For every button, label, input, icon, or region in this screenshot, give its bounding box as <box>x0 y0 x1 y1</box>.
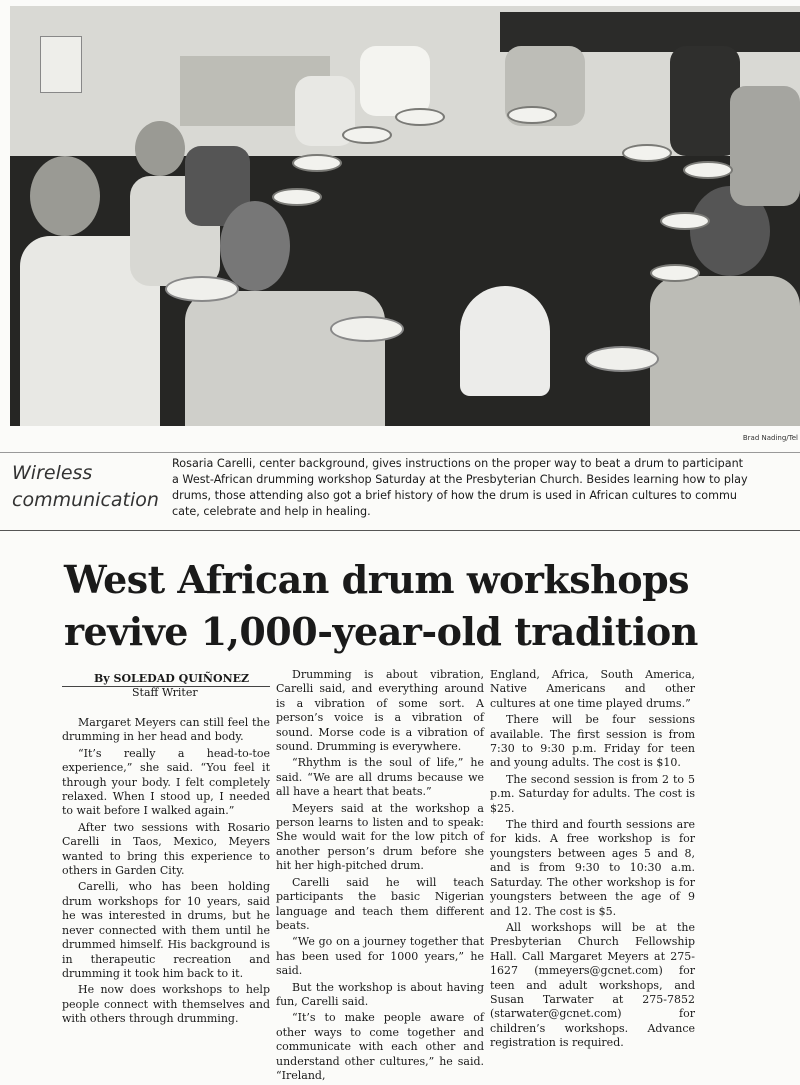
photo-person <box>360 46 430 116</box>
photo-drum <box>330 316 404 342</box>
paragraph: There will be four sessions available. The first session is from 7:30 to 9:30 p.m. Friday for teen and young adults. The cost is $10. <box>490 713 695 770</box>
caption-line: a West-African drumming workshop Saturday at the Presbyterian Church. Besides learning how to play <box>172 473 748 486</box>
headline-line: West African drum workshops <box>64 557 690 602</box>
paragraph: The third and fourth sessions are for kids. A free workshop is for youngsters between ages 5 and 8, and is from 9:30 to 10:30 a.m. Saturday. The other workshop is for youngsters between the age of 9 and 12. The cost is $5. <box>490 818 695 918</box>
photo-drum <box>165 276 239 302</box>
article-headline <box>64 554 794 658</box>
photo-person <box>650 276 800 426</box>
photo-drum <box>585 346 659 372</box>
article-column-3 <box>490 668 695 1053</box>
photo-drum <box>272 188 322 206</box>
photo-drum <box>650 264 700 282</box>
byline-rule <box>62 686 270 687</box>
photo-person <box>185 291 385 426</box>
byline-author: By SOLEDAD QUIÑONEZ <box>94 672 250 685</box>
paragraph: England, Africa, South America, Native Americans and other cultures at one time played drums.” <box>490 668 695 710</box>
photo-person-head <box>135 121 185 176</box>
caption-label-line: Wireless <box>12 462 93 484</box>
paragraph: Drumming is about vibration, Carelli said, and everything around is a vibration of some sort. A person’s voice is a vibration of sound. Morse code is a vibration of sound. Drumming is everywhere. <box>276 668 484 754</box>
caption-line: drums, those attending also got a brief history of how the drum is used in African cultures to commu <box>172 489 738 502</box>
caption-text <box>172 456 792 520</box>
photo-person <box>460 286 550 396</box>
paragraph: Margaret Meyers can still feel the drumming in her head and body. <box>62 716 270 744</box>
paragraph: “It’s to make people aware of other ways to come together and communicate with each other and understand other cultures,” he said. “Ireland, <box>276 1011 484 1082</box>
caption-line: Rosaria Carelli, center background, gives instructions on the proper way to beat a drum to participant <box>172 457 744 470</box>
photo-person-head <box>220 201 290 291</box>
news-photo <box>10 6 800 426</box>
photo-drum <box>292 154 342 172</box>
caption-label-line: communication <box>12 489 159 511</box>
paragraph: The second session is from 2 to 5 p.m. Saturday for adults. The cost is $25. <box>490 772 695 815</box>
photo-drum <box>395 108 445 126</box>
paragraph: But the workshop is about having fun, Carelli said. <box>276 980 484 1008</box>
paragraph: “Rhythm is the soul of life,” he said. “We are all drums because we all have a heart that beats.” <box>276 756 484 799</box>
photo-person <box>730 86 800 206</box>
photo-credit: Brad Nading/Tel <box>742 434 798 442</box>
paragraph: Meyers said at the workshop a person learns to listen and to speak: She would wait for the low pitch of another person’s drum before she hit her high-pitched drum. <box>276 801 484 873</box>
paragraph: “It’s really a head-to-toe experience,” she said. “You feel it through your body. I felt completely relaxed. When I stood up, I needed to wait before I walked again.” <box>62 746 270 818</box>
photo-person-head <box>30 156 100 236</box>
article-column-1 <box>62 716 270 1029</box>
caption-top-rule <box>0 452 800 453</box>
photo-drum <box>622 144 672 162</box>
byline-role: Staff Writer <box>132 686 198 699</box>
paragraph: Carelli said he will teach participants the basic Nigerian language and teach them different beats. <box>276 875 484 932</box>
paragraph: All workshops will be at the Presbyterian Church Fellowship Hall. Call Margaret Meyers at 275-1627 (mmeyers@gcnet.com) for teen and adult workshops, and Susan Tarwater at 275-7852 (starwater@gcnet.com) for children’s workshops. Advance registration is required. <box>490 920 695 1050</box>
photo-poster <box>40 36 82 93</box>
caption-label <box>12 460 162 514</box>
paragraph: “We go on a journey together that has been used for 1000 years,” he said. <box>276 935 484 978</box>
paragraph: After two sessions with Rosario Carelli in Taos, Mexico, Meyers wanted to bring this experience to others in Garden City. <box>62 820 270 878</box>
headline-line: revive 1,000-year-old tradition <box>64 609 698 654</box>
paragraph: Carelli, who has been holding drum workshops for 10 years, said he was interested in drums, but he never connected with them until he drummed himself. His background is in therapeutic recreation and drumming it took him back to it. <box>62 880 270 980</box>
photo-drum <box>342 126 392 144</box>
caption-bottom-rule <box>0 530 800 531</box>
article-column-2 <box>276 668 484 1085</box>
photo-drum <box>660 212 710 230</box>
photo-drum <box>683 161 733 179</box>
photo-drum <box>507 106 557 124</box>
paragraph: He now does workshops to help people connect with themselves and with others through drumming. <box>62 983 270 1026</box>
caption-line: cate, celebrate and help in healing. <box>172 505 371 518</box>
